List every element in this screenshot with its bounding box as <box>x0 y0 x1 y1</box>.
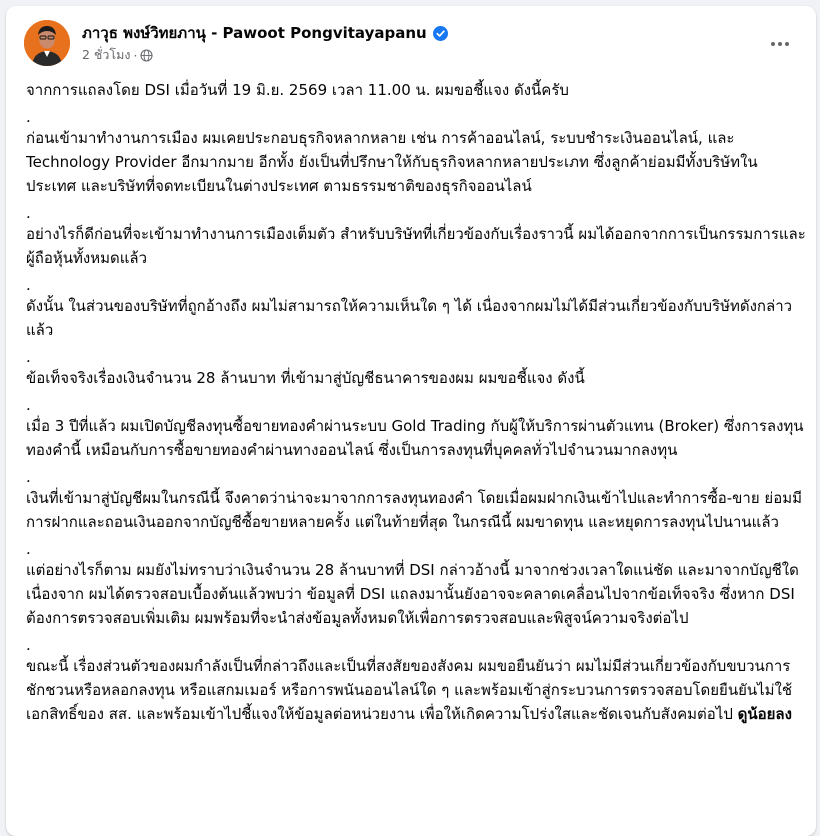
more-dot <box>778 42 782 46</box>
paragraph-dot: . <box>26 348 31 366</box>
paragraph-dot: . <box>26 468 31 486</box>
more-dot <box>785 42 789 46</box>
more-dot <box>771 42 775 46</box>
paragraph-dot: . <box>26 636 31 654</box>
post-paragraph: อย่างไรก็ดีก่อนที่จะเข้ามาทำงานการเมืองเต็มตัว สำหรับบริษัทที่เกี่ยวข้องกับเรื่องราวนี้ ผมได้ออกจากการเป็นกรรมการและผู้ถือหุ้นทั้งหมดแล้ว <box>26 225 806 267</box>
paragraph-dot: . <box>26 204 31 222</box>
more-options-icon[interactable] <box>762 26 798 62</box>
paragraph-dot: . <box>26 108 31 126</box>
paragraph-dot: . <box>26 276 31 294</box>
post-paragraph: เมื่อ 3 ปีที่แล้ว ผมเปิดบัญชีลงทุนซื้อขายทองคำผ่านระบบ Gold Trading กับผู้ให้บริการผ่านตัวแทน (Broker) ซึ่งการลงทุนทองคำนี้ เหมือนกับการซื้อขายทองคำผ่านทางออนไลน์ ซึ่งเป็นการลงทุนที่บุคคลทั่วไปจำนวนมากลงทุน <box>26 417 804 459</box>
post-paragraph: ข้อเท็จจริงเรื่องเงินจำนวน 28 ล้านบาท ที่เข้ามาสู่บัญชีธนาคารของผม ผมขอชี้แจง ดังนี้ <box>26 369 585 387</box>
post-time[interactable]: 2 ชั่วโมง <box>82 47 131 62</box>
paragraph-dot: . <box>26 396 31 414</box>
post-body <box>26 78 806 734</box>
avatar-portrait-icon <box>24 20 70 66</box>
post-paragraph: ก่อนเข้ามาทำงานการเมือง ผมเคยประกอบธุรกิจหลากหลาย เช่น การค้าออนไลน์, ระบบชำระเงินออนไลน์, และ Technology Provider อีกมากมาย อีกทั้ง ยังเป็นที่ปรึกษาให้กับธุรกิจหลากหลายประเภท ซึ่งลูกค้าย่อมมีทั้งบริษัทในประเทศ และบริษัทที่จดทะเบียนในต่างประเทศ ตามธรรมชาติของธุรกิจออนไลน์ <box>26 129 758 195</box>
see-less-link[interactable]: ดูน้อยลง <box>737 705 792 723</box>
post-paragraph: จากการแถลงโดย DSI เมื่อวันที่ 19 มิ.ย. 2569 เวลา 11.00 น. ผมขอชี้แจง ดังนี้ครับ <box>26 81 569 99</box>
paragraph-dot: . <box>26 540 31 558</box>
post-paragraph-text: ขณะนี้ เรื่องส่วนตัวของผมกำลังเป็นที่กล่าวถึงและเป็นที่สงสัยของสังคม ผมขอยืนยันว่า ผมไม่มีส่วนเกี่ยวข้องกับขบวนการชักชวนหรือหลอกลงทุน หรือแสกมเมอร์ หรือการพนันออนไลน์ใด ๆ และพร้อมเข้าสู่กระบวนการตรวจสอบโดยยืนยันไม่ใช้เอกสิทธิ์ของ สส. และพร้อมเข้าไปชี้แจงให้ข้อมูลต่อหน่วยงาน เพื่อให้เกิดความโปร่งใสและชัดเจนกับสังคมต่อไป <box>26 657 793 723</box>
author-name[interactable]: ภาวุธ พงษ์วิทยภานุ - Pawoot Pongvitayapanu <box>82 24 427 42</box>
author-row <box>82 22 448 44</box>
post-paragraph: ดังนั้น ในส่วนของบริษัทที่ถูกอ้างถึง ผมไม่สามารถให้ความเห็นใด ๆ ได้ เนื่องจากผมไม่ได้มีส่วนเกี่ยวข้องกับบริษัทดังกล่าวแล้ว <box>26 297 793 339</box>
post-paragraph-last <box>26 654 806 726</box>
post-card <box>6 6 816 836</box>
post-header <box>6 6 816 72</box>
post-paragraph: แต่อย่างไรก็ตาม ผมยังไม่ทราบว่าเงินจำนวน 28 ล้านบาทที่ DSI กล่าวอ้างนี้ มาจากช่วงเวลาใดแน่ชัด และมาจากบัญชีใด เนื่องจาก ผมได้ตรวจสอบเบื้องต้นแล้วพบว่า ข้อมูลที่ DSI แถลงมานั้นยังอาจจะคลาดเคลื่อนไปจากข้อเท็จจริง ซึ่งหาก DSI ต้องการตรวจสอบเพิ่มเติม ผมพร้อมที่จะนำส่งข้อมูลทั้งหมดให้เพื่อการตรวจสอบและพิสูจน์ความจริงต่อไป <box>26 561 799 627</box>
post-paragraph: เงินที่เข้ามาสู่บัญชีผมในกรณีนี้ จึงคาดว่าน่าจะมาจากการลงทุนทองคำ โดยเมื่อผมฝากเงินเข้าไปและทำการซื้อ-ขาย ย่อมมีการฝากและถอนเงินออกจากบัญชีซื้อขายหลายครั้ง แต่ในท้ายที่สุด ในกรณีนี้ ผมขาดทุน และหยุดการลงทุนไปนานแล้ว <box>26 489 802 531</box>
post-meta <box>82 46 153 64</box>
verified-badge-icon <box>433 26 448 41</box>
avatar[interactable] <box>24 20 70 66</box>
meta-separator: · <box>133 47 138 63</box>
globe-icon[interactable] <box>140 49 153 62</box>
